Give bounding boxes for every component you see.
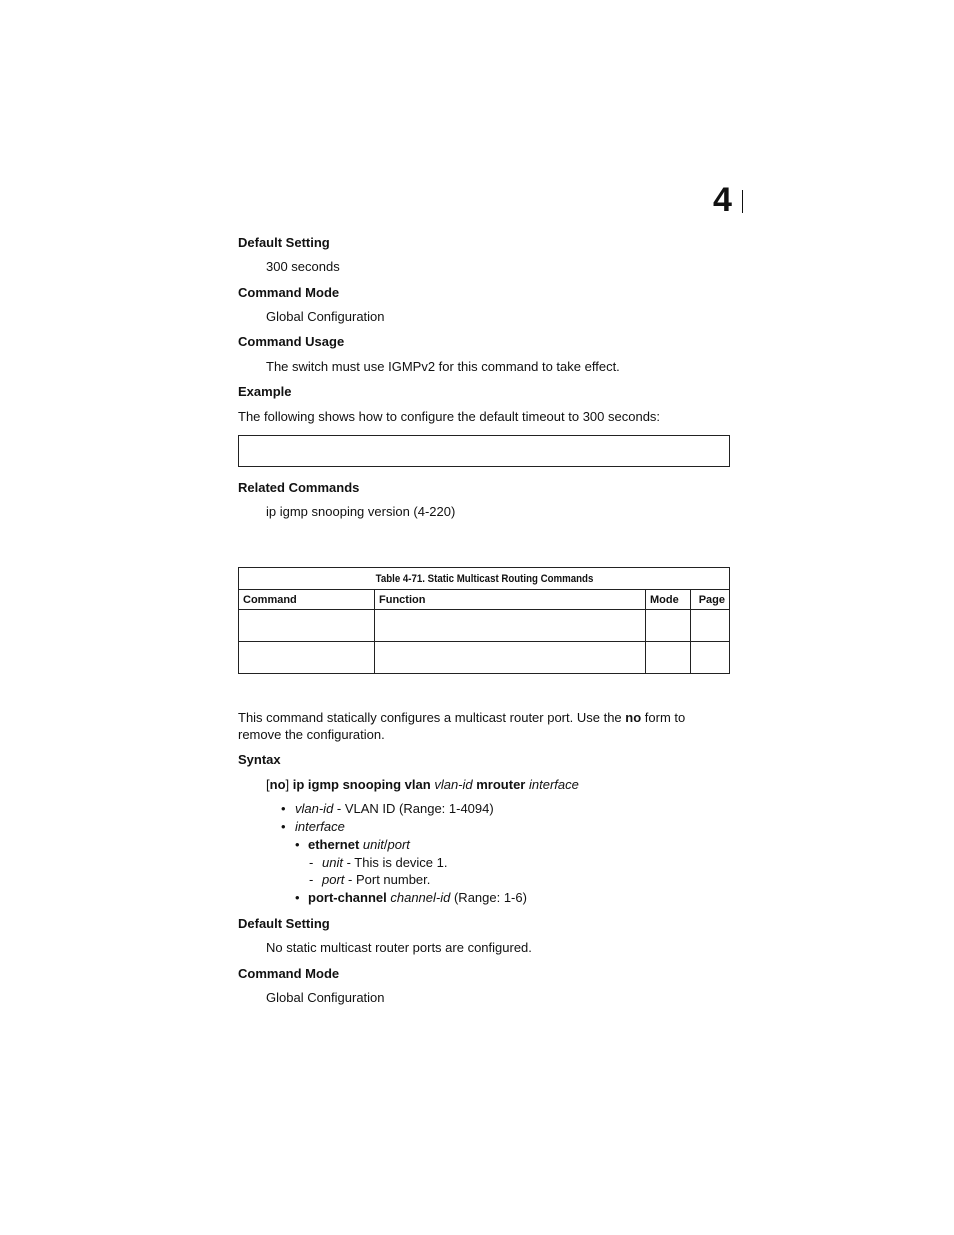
- example-code-box: [238, 435, 730, 467]
- dash-icon: -: [309, 855, 314, 870]
- bullet-icon: •: [281, 819, 286, 834]
- mrouter-mode-value: Global Configuration: [266, 990, 385, 1005]
- default-setting-value: 300 seconds: [266, 259, 340, 274]
- table-cell: [375, 642, 646, 674]
- table-cell: [239, 642, 375, 674]
- table-cell: [646, 610, 691, 642]
- syntax-heading: Syntax: [238, 752, 281, 767]
- param-port-channel: port-channel channel-id (Range: 1-6): [308, 890, 527, 905]
- bullet-icon: •: [295, 837, 300, 852]
- table-cell: [239, 610, 375, 642]
- mrouter-mode-heading: Command Mode: [238, 966, 340, 981]
- table-row: [239, 642, 730, 674]
- table-row: [239, 610, 730, 642]
- related-commands-value: ip igmp snooping version (4-220): [266, 504, 456, 519]
- column-header-page: Page: [691, 590, 730, 610]
- bullet-icon: •: [281, 801, 286, 816]
- related-commands-heading: Related Commands: [238, 480, 360, 495]
- column-header-command: Command: [239, 590, 375, 610]
- mrouter-default-value: No static multicast router ports are configured.: [266, 940, 532, 955]
- bullet-icon: •: [295, 890, 300, 905]
- param-unit: unit - This is device 1.: [322, 855, 448, 870]
- command-mode-heading: Command Mode: [238, 285, 340, 300]
- column-header-function: Function: [375, 590, 646, 610]
- chapter-number: 4: [713, 181, 731, 219]
- param-vlan-id: vlan-id - VLAN ID (Range: 1-4094): [295, 801, 494, 816]
- static-multicast-routing-table: [238, 567, 730, 674]
- command-usage-heading: Command Usage: [238, 334, 345, 349]
- mrouter-description: This command statically configures a multicast router port. Use the no form to: [238, 710, 686, 725]
- example-heading: Example: [238, 384, 292, 399]
- column-header-mode: Mode: [646, 590, 691, 610]
- table-cell: [691, 642, 730, 674]
- table-caption: Table 4-71. Static Multicast Routing Commands: [268, 568, 700, 590]
- dash-icon: -: [309, 872, 314, 887]
- mrouter-default-heading: Default Setting: [238, 916, 330, 931]
- default-setting-heading: Default Setting: [238, 235, 330, 250]
- command-mode-value: Global Configuration: [266, 309, 385, 324]
- chapter-marker-bar: [742, 190, 743, 213]
- param-interface: interface: [295, 819, 345, 834]
- param-ethernet: ethernet unit/port: [308, 837, 410, 852]
- table-cell: [691, 610, 730, 642]
- table-cell: [375, 610, 646, 642]
- command-usage-value: The switch must use IGMPv2 for this command to take effect.: [266, 359, 620, 374]
- example-text: The following shows how to configure the default timeout to 300 seconds:: [238, 409, 661, 424]
- table-cell: [646, 642, 691, 674]
- mrouter-description-line2: remove the configuration.: [238, 727, 385, 742]
- param-port: port - Port number.: [322, 872, 431, 887]
- syntax-line: [no] ip igmp snooping vlan vlan-id mrouter interface: [266, 777, 579, 792]
